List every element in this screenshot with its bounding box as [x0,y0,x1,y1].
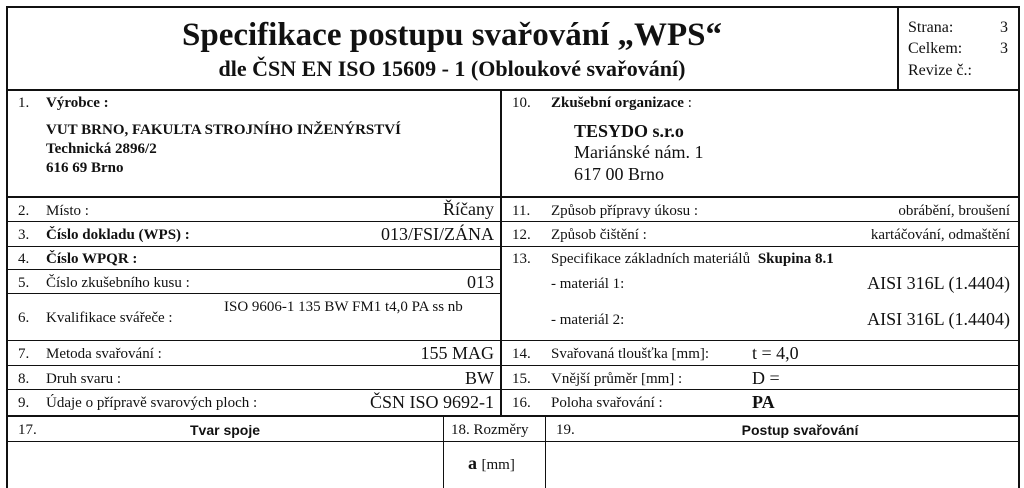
dimension-col-right [545,415,546,488]
row5-num: 5. [18,275,30,291]
celkem-value: 3 [1000,40,1008,57]
row-line [6,365,501,366]
manufacturer-label: Výrobce : [46,95,109,111]
border-top [6,6,1020,8]
dimension-a-unit: [mm] [481,457,515,473]
bottom-header-line [6,441,1020,442]
row16-num: 16. [512,395,531,411]
row-line [6,340,501,341]
row3-value: 013/FSI/ZÁNA [380,224,494,244]
row-line [500,340,1020,341]
row4-label: Číslo WPQR : [46,251,138,267]
row14-num: 14. [512,346,531,362]
row14-value: t = 4,0 [752,343,799,363]
row15-label: Vnější průměr [mm] : [551,371,683,387]
row11-value: obrábění, broušení [898,203,1010,219]
revize-label: Revize č.: [908,62,972,79]
manufacturer-num: 1. [18,95,30,111]
material2-value: AISI 316L (1.4404) [867,309,1010,329]
test-org-line3: 617 00 Brno [574,164,664,184]
row5-label: Číslo zkušebního kusu : [46,275,190,291]
strana-value: 3 [1000,19,1008,36]
test-org-num: 10. [512,95,531,111]
row6-value: ISO 9606-1 135 BW FM1 t4,0 PA ss nb [224,299,463,315]
row11-label: Způsob přípravy úkosu : [551,203,699,219]
header-bottom-line [6,89,1020,91]
row7-label: Metoda svařování : [46,346,162,362]
manufacturer-line3: 616 69 Brno [46,160,124,176]
celkem-label: Celkem: [908,40,963,57]
middle-divider [500,89,502,416]
row6-label: Kvalifikace svářeče : [46,310,173,326]
test-org-line2: Mariánské nám. 1 [574,142,704,162]
row-line [500,389,1020,390]
row2-num: 2. [18,203,30,219]
row13-label-wrap [551,252,834,267]
row15-num: 15. [512,371,531,387]
section19-num: 19. [556,422,575,438]
row-line [500,246,1020,247]
row12-num: 12. [512,227,531,243]
row13-label: Specifikace základních materiálů [551,251,751,267]
test-org-label-suffix: : [683,95,692,111]
row6-num: 6. [18,310,30,326]
material2-label: - materiál 2: [551,312,625,328]
strana-label: Strana: [908,19,954,36]
row9-value: ČSN ISO 9692-1 [369,392,494,412]
row7-value: 155 MAG [420,343,494,363]
row7-num: 7. [18,346,30,362]
test-org-line1: TESYDO s.r.o [574,121,684,141]
row13-group: Skupina 8.1 [757,251,834,267]
test-org-label-wrap [551,96,692,111]
row8-value: BW [465,368,494,388]
manufacturer-line2: Technická 2896/2 [46,141,157,157]
section17-num: 17. [18,422,37,438]
row-line [6,221,501,222]
row12-label: Způsob čištění : [551,227,647,243]
manufacturer-bottom-line [6,196,1020,198]
row12-value: kartáčování, odmaštění [870,227,1010,243]
row16-value: PA [752,392,775,412]
row4-num: 4. [18,251,30,267]
material1-label: - materiál 1: [551,276,625,292]
row2-value: Říčany [443,199,494,219]
row-line [6,389,501,390]
bottom-section-line [6,415,1020,417]
row9-label: Údaje o přípravě svarových ploch : [46,395,258,411]
row5-value: 013 [467,272,494,292]
row15-value: D = [752,368,780,388]
manufacturer-line1: VUT BRNO, FAKULTA STROJNÍHO INŽENÝRSTVÍ [46,122,401,138]
row13-num: 13. [512,251,531,267]
welding-procedure-header: Postup svařování [741,422,859,438]
document-title: Specifikace postupu svařování „WPS“ [182,17,722,53]
row11-num: 11. [512,203,531,219]
row-line [500,365,1020,366]
row-line [500,221,1020,222]
material1-value: AISI 316L (1.4404) [867,273,1010,293]
row3-num: 3. [18,227,30,243]
row-line [6,269,501,270]
row8-label: Druh svaru : [46,371,121,387]
row-line [6,293,501,294]
joint-shape-header: Tvar spoje [189,422,261,438]
dimension-col-left [443,415,444,488]
row14-label: Svařovaná tloušťka [mm]: [551,346,710,362]
row9-num: 9. [18,395,30,411]
dimensions-header: 18. Rozměry [451,422,529,438]
row-line [6,246,501,247]
dimension-a-label: a [468,453,477,473]
row8-num: 8. [18,371,30,387]
row16-label: Poloha svařování : [551,395,663,411]
document-subtitle: dle ČSN EN ISO 15609 - 1 (Obloukové svařování) [218,56,686,81]
row3-label: Číslo dokladu (WPS) : [46,227,190,243]
row2-label: Místo : [46,203,89,219]
dimension-a-wrap [468,454,515,473]
test-org-label: Zkušební organizace [551,95,684,111]
